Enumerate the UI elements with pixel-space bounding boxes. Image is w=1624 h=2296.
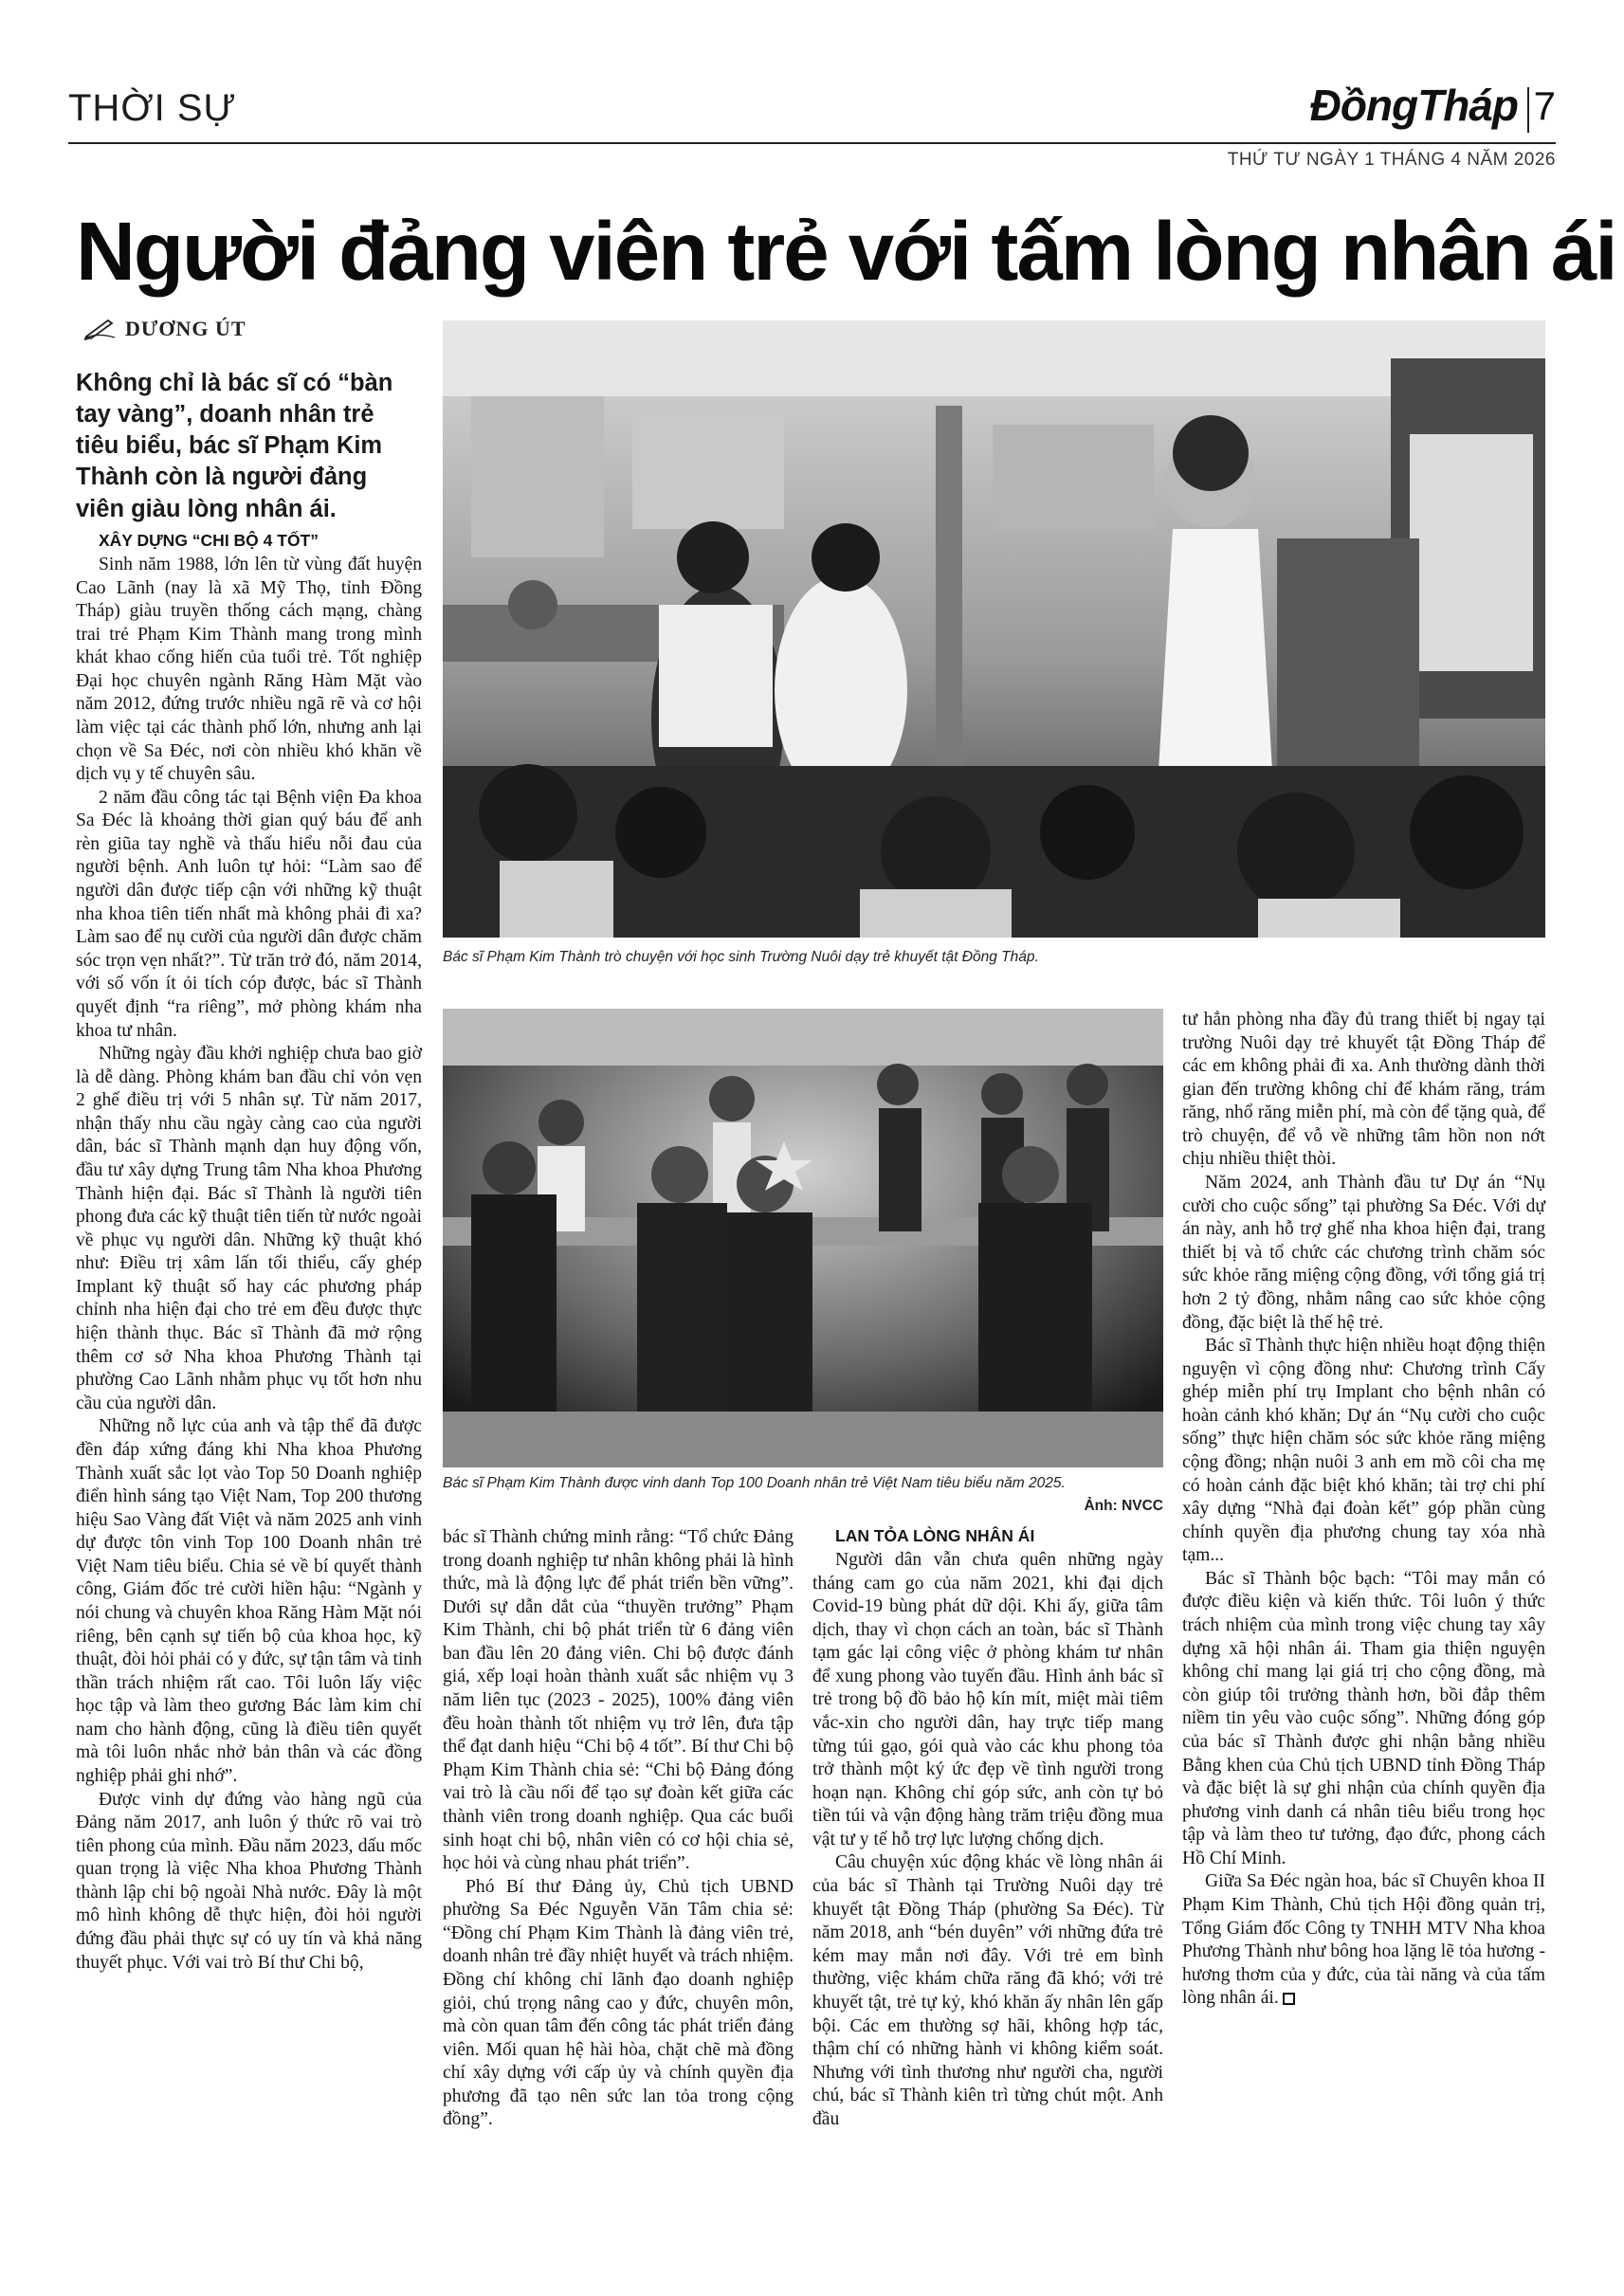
byline [83,317,246,341]
paragraph: Phó Bí thư Đảng ủy, Chủ tịch UBND phường Sa Đéc Nguyễn Văn Tâm chia sẻ: “Đồng chí Phạm Kim Thành là đảng viên trẻ, doanh nhân trẻ đầy nhiệt huyết và trách nhiệm. Đồng chí không chỉ lãnh đạo doanh nghiệp giỏi, chú trọng nâng cao y đức, chuyên môn, mà còn quan tâm đến công tác phát triển đảng viên. Mối quan hệ hài hòa, chặt chẽ mà đồng chí xây dựng với cấp ủy và chính quyền địa phương đã tạo nên sức lan tỏa trong cộng đồng”. [443,1876,794,2130]
paragraph-final-text: Giữa Sa Đéc ngàn hoa, bác sĩ Chuyên khoa II Phạm Kim Thành, Chủ tịch Hội đồng quản trị, Tổng Giám đốc Công ty TNHH MTV Nha khoa Phương Thành như bông hoa lặng lẽ tỏa hương - hương thơm của y đức, của tài năng và của tấm lòng nhân ái. [1182,1871,1545,2009]
paragraph: Được vinh dự đứng vào hàng ngũ của Đảng năm 2017, anh luôn ý thức rõ vai trò tiên phong của mình. Đầu năm 2023, dấu mốc quan trọng là việc Nha khoa Phương Thành thành lập chi bộ ngoài Nhà nước. Đây là một mô hình không dễ thực hiện, đòi hỏi người đứng đầu phải thực sự có uy tín và khả năng thuyết phục. Với vai trò Bí thư Chi bộ, [76,1789,422,1973]
photo-doctor-with-students [443,320,1545,938]
article-headline: Người đảng viên trẻ với tấm lòng nhân ái [76,206,1616,298]
paragraph: tư hẳn phòng nha đầy đủ trang thiết bị ngay tại trường Nuôi dạy trẻ khuyết tật Đồng Tháp để các em không phải đi xa. Anh thường dành thời gian đến trường không chỉ để khám răng, trám răng, nhổ răng miễn phí, mà còn để tặng quà, để trò chuyện, để vỗ về những tâm hồn non nớt chịu nhiều thiệt thòi. [1182,1010,1545,1170]
paragraph-final [1182,1870,1545,2010]
paragraph: 2 năm đầu công tác tại Bệnh viện Đa khoa Sa Đéc là khoảng thời gian quý báu để anh rèn giũa tay nghề và thấu hiểu nỗi đau của người bệnh. Anh luôn tự hỏi: “Làm sao để người dân được tiếp cận với những kỹ thuật nha khoa tiên tiến nhất mà không phải đi xa? Làm sao để nụ cười của người dân được chăm sóc trọn vẹn nhất?”. Từ trăn trở đó, năm 2014, với số vốn ít ỏi tích cóp được, bác sĩ Thành quyết định “ra riêng”, mở phòng khám nha khoa tư nhân. [76,787,422,1041]
photo-1-image [443,320,1545,938]
byline-author: DƯƠNG ÚT [125,317,246,340]
subhead-lan-toa: LAN TỎA LÒNG NHÂN ÁI [835,1526,1035,1545]
paragraph: Năm 2024, anh Thành đầu tư Dự án “Nụ cười cho cuộc sống” tại phường Sa Đéc. Với dự án này, anh hỗ trợ ghế nha khoa hiện đại, trang thiết bị và tổ chức các chương trình chăm sóc sức khỏe răng miệng cộng đồng, với tổng giá trị hơn 2 tỷ đồng, nhằm nâng cao sức khỏe cộng đồng, đặc biệt là thế hệ trẻ. [1182,1173,1545,1333]
photo-1-caption: Bác sĩ Phạm Kim Thành trò chuyện với học sinh Trường Nuôi dạy trẻ khuyết tật Đồng Tháp. [443,949,1039,965]
section-label: THỜI SỰ [68,87,237,129]
masthead-divider [1527,87,1529,133]
article-column-1 [76,531,422,1975]
paragraph: Bác sĩ Thành bộc bạch: “Tôi may mắn có được điều kiện và kiến thức. Tôi luôn ý thức trách nhiệm của mình trong việc chung tay xây dựng xã hội nhân ái. Tham gia thiện nguyện không chỉ mang lại giá trị cho cộng đồng, mà còn giúp tôi trưởng thành hơn, bồi đắp thêm niềm tin yêu vào cuộc sống”. Những đóng góp của bác sĩ Thành được ghi nhận bằng nhiều Bằng khen của Chủ tịch UBND tỉnh Đồng Tháp và đặc biệt là sự ghi nhận của chính quyền địa phương vinh danh cá nhân tiêu biểu trong học tập và làm theo tư tưởng, đạo đức, phong cách Hồ Chí Minh. [1182,1568,1545,1868]
end-of-article-mark [1283,1993,1295,2005]
newspaper-masthead-logo: ĐồngTháp [1309,81,1518,130]
photo-2-credit: Ảnh: NVCC [1084,1498,1163,1514]
paragraph: Bác sĩ Thành thực hiện nhiều hoạt động thiện nguyện vì cộng đồng như: Chương trình Cấy ghép miễn phí trụ Implant cho bệnh nhân có hoàn cảnh khó khăn; Dự án “Nụ cười cho cuộc sống” thực hiện chăm sóc sức khỏe răng miệng cộng đồng; nhận nuôi 3 anh em mồ côi cha mẹ có hoàn cảnh đặc biệt khó khăn; tài trợ chi phí xây dựng “Nhà đại đoàn kết” góp phần cùng chính quyền địa phương chung tay xóa nhà tạm... [1182,1336,1545,1566]
page-number: 7 [1533,83,1556,128]
photo-2-caption: Bác sĩ Phạm Kim Thành được vinh danh Top 100 Doanh nhân trẻ Việt Nam tiêu biểu năm 2025. [443,1475,1066,1491]
photo-award-ceremony [443,1009,1163,1467]
paragraph: Người dân vẫn chưa quên những ngày tháng cam go của năm 2021, khi đại dịch Covid-19 bùng phát dữ dội. Khi ấy, giữa tâm dịch, thay vì chọn cách an toàn, bác sĩ Thành tạm gác lại công việc ở phòng khám tư nhân để xung phong vào tuyến đầu. Hình ảnh bác sĩ trẻ trong bộ đồ bảo hộ kín mít, miệt mài tiêm vắc-xin cho người dân, hay trực tiếp mang từng túi gạo, gói quà vào các khu phong tỏa trở thành một ký ức đẹp về tình người trong hoạn nạn. Không chỉ góp sức, anh còn tự bỏ tiền túi và vận động hàng trăm triệu đồng mua vật tư y tế hỗ trợ lực lượng chống dịch. [812,1549,1163,1850]
article-lead: Không chỉ là bác sĩ có “bàn tay vàng”, doanh nhân trẻ tiêu biểu, bác sĩ Phạm Kim Thành còn là người đảng viên giàu lòng nhân ái. [76,370,393,522]
paragraph: Câu chuyện xúc động khác về lòng nhân ái của bác sĩ Thành tại Trường Nuôi dạy trẻ khuyết tật Đồng Tháp (phường Sa Đéc). Từ năm 2018, anh “bén duyên” với những đứa trẻ kém may mắn nơi đây. Với trẻ em bình thường, việc khám chữa răng đã khó; với trẻ khuyết tật, trẻ tự kỷ, khó khăn ấy nhân lên gấp bội. Các em thường sợ hãi, không hợp tác, thậm chí có những hành vi không kiểm soát. Nhưng với tình thương như người cha, người chú, bác sĩ Thành kiên trì từng chút một. Anh đầu [812,1852,1163,2129]
pen-icon [83,318,116,340]
issue-date: THỨ TƯ NGÀY 1 THÁNG 4 NĂM 2026 [1227,150,1556,170]
article-column-4 [1182,1009,1545,2011]
paragraph: Sinh năm 1988, lớn lên từ vùng đất huyện Cao Lãnh (nay là xã Mỹ Thọ, tỉnh Đồng Tháp) giàu truyền thống cách mạng, chàng trai trẻ Phạm Kim Thành mang trong mình khát khao cống hiến của tuổi trẻ. Tốt nghiệp Đại học chuyên ngành Răng Hàm Mặt vào năm 2012, đứng trước nhiều ngã rẽ và cơ hội làm việc tại các thành phố lớn, nhưng anh lại chọn về Sa Đéc, nơi còn nhiều khó khăn về dịch vụ y tế chuyên sâu. [76,554,422,785]
article-column-3 [812,1526,1163,2131]
header-rule [68,142,1556,144]
photo-2-image [443,1009,1163,1467]
paragraph: Những ngày đầu khởi nghiệp chưa bao giờ là dễ dàng. Phòng khám ban đầu chỉ vỏn vẹn 2 ghế điều trị với 5 nhân sự. Từ năm 2017, nhận thấy nhu cầu ngày càng cao của người dân, bác sĩ Thành mạnh dạn huy động vốn, đầu tư xây dựng Trung tâm Nha khoa Phương Thành hiện đại. Bác sĩ Thành là người tiên phong đưa các kỹ thuật tiên tiến từ nước ngoài về phục vụ người dân. Những kỹ thuật khó như: Điều trị xâm lấn tối thiểu, cấy ghép Implant kỹ thuật số hay các phương pháp chỉnh nha hiện đại cho trẻ em đều được thực hiện thành thục. Bác sĩ Thành đã mở rộng thêm cơ sở Nha khoa Phương Thành tại phường Cao Lãnh nhằm phục vụ tốt hơn nhu cầu của người dân. [76,1044,422,1413]
article-column-2 [443,1526,794,2132]
subhead-chi-bo: XÂY DỰNG “CHI BỘ 4 TỐT” [99,531,319,550]
paragraph: Những nỗ lực của anh và tập thể đã được đền đáp xứng đáng khi Nha khoa Phương Thành xuất sắc lọt vào Top 50 Doanh nghiệp điển hình sáng tạo Việt Nam, Top 200 thương hiệu Sao Vàng đất Việt và năm 2025 anh vinh dự được tôn vinh Top 100 Doanh nhân trẻ Việt Nam tiêu biểu. Chia sẻ về bí quyết thành công, Giám đốc trẻ cười hiền hậu: “Ngành y nói chung và chuyên khoa Răng Hàm Mặt nói riêng, bên cạnh sự tiến bộ của khoa học, kỹ thuật, đòi hỏi phải có y đức, sự tận tâm và tinh thần trách nhiệm rất cao. Tôi luôn lấy việc học tập và làm theo gương Bác làm kim chỉ nam cho hành động, cũng là điều tiên quyết mà tôi luôn nhắc nhở bản thân và các đồng nghiệp phải ghi nhớ”. [76,1416,422,1787]
paragraph: bác sĩ Thành chứng minh rằng: “Tổ chức Đảng trong doanh nghiệp tư nhân không phải là hình thức, mà là động lực để phát triển bền vững”. Dưới sự dẫn dắt của “thuyền trưởng” Phạm Kim Thành, chi bộ phát triển từ 6 đảng viên ban đầu lên 20 đảng viên. Chi bộ được đánh giá, xếp loại hoàn thành xuất sắc nhiệm vụ 3 năm liên tục (2023 - 2025), 100% đảng viên đều hoàn thành tốt nhiệm vụ trở lên, đưa tập thể đạt danh hiệu “Chi bộ 4 tốt”. Bí thư Chi bộ Phạm Kim Thành chia sẻ: “Chi bộ Đảng đóng vai trò là cầu nối để tạo sự đoàn kết giữa các thành viên trong doanh nghiệp. Qua các buổi sinh hoạt chi bộ, nhân viên có cơ hội chia sẻ, học hỏi và cùng nhau phát triển”. [443,1527,794,1874]
